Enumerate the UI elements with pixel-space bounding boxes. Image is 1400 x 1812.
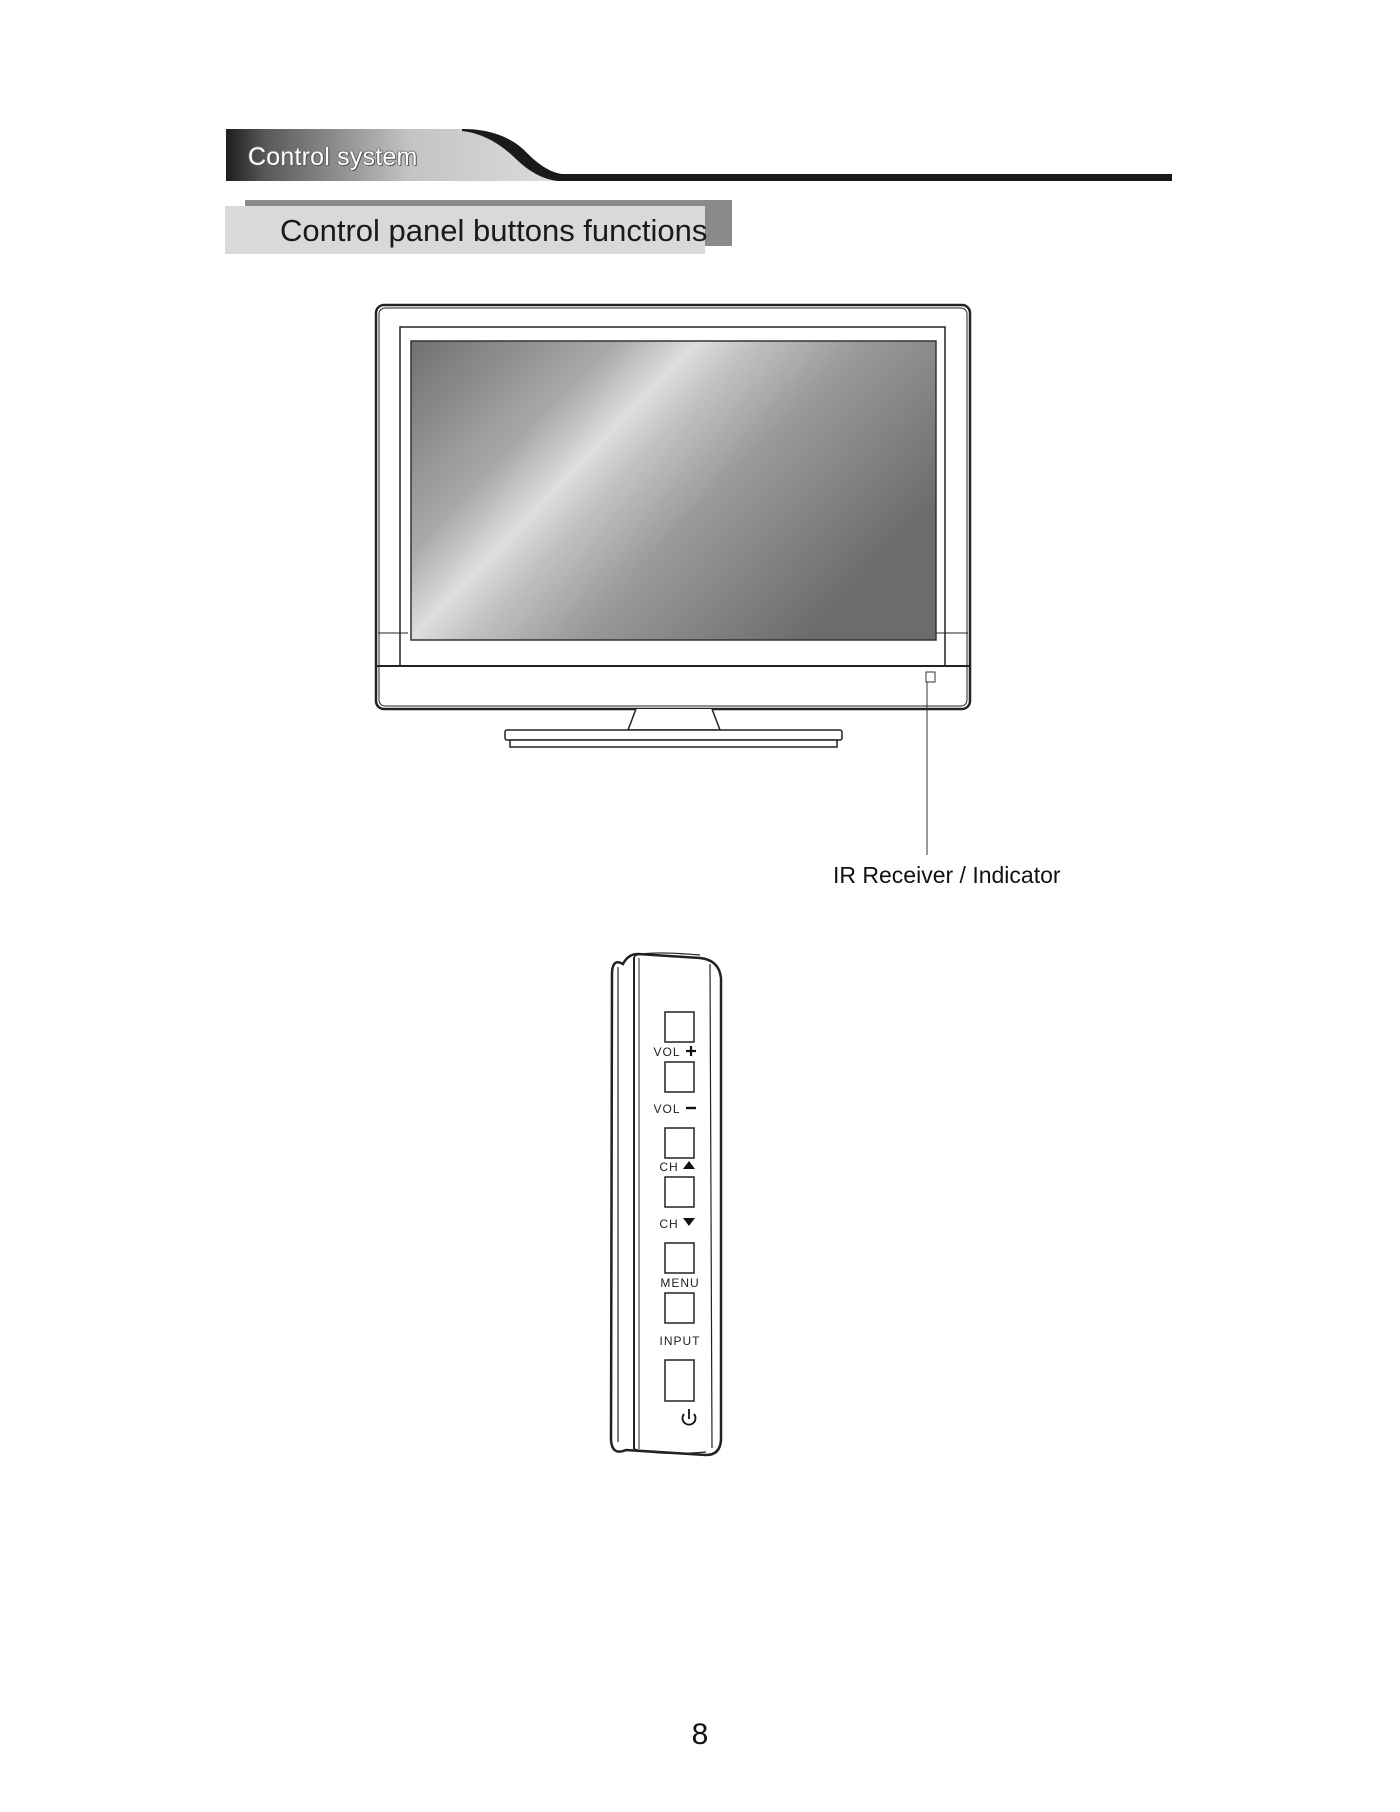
ch-down-button[interactable] xyxy=(665,1177,694,1207)
tv-screen xyxy=(411,341,936,640)
page-number: 8 xyxy=(691,1718,709,1751)
power-button[interactable] xyxy=(665,1360,694,1401)
ir-receiver-label: IR Receiver / Indicator xyxy=(833,862,1061,888)
ch-down-label: CH xyxy=(659,1217,679,1231)
ch-up-button[interactable] xyxy=(665,1128,694,1158)
subsection-title: Control panel buttons functions xyxy=(280,213,708,248)
ch-up-label: CH xyxy=(659,1160,679,1174)
menu-button[interactable] xyxy=(665,1243,694,1273)
section-title: Control system xyxy=(248,143,418,171)
input-button[interactable] xyxy=(665,1293,694,1323)
vol-down-label: VOL xyxy=(653,1102,681,1116)
input-label: INPUT xyxy=(659,1334,701,1348)
menu-label: MENU xyxy=(660,1276,700,1290)
vol-up-label: VOL xyxy=(653,1045,681,1059)
vol-down-button[interactable] xyxy=(665,1062,694,1092)
vol-up-button[interactable] xyxy=(665,1012,694,1042)
